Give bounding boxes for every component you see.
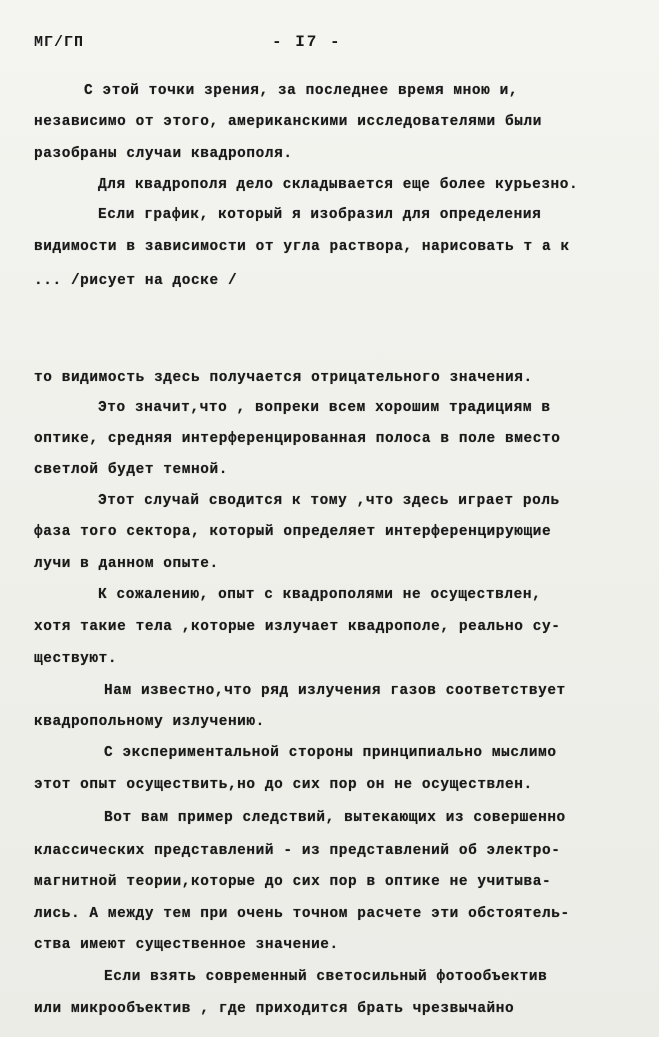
text-line: Этот случай сводится к тому ,что здесь играет роль <box>98 493 560 509</box>
text-line: независимо от этого, американскими исследователями были <box>34 114 542 130</box>
text-line: Это значит,что , вопреки всем хорошим традициям в <box>98 400 551 416</box>
text-line: лись. А между тем при очень точном расчете эти обстоятель- <box>34 906 570 922</box>
text-line: фаза того сектора, который определяет интерференцирующие <box>34 524 552 540</box>
text-line: ства имеют существенное значение. <box>34 937 339 953</box>
text-line: или микрообъектив , где приходится брать чрезвычайно <box>34 1001 515 1017</box>
text-line: Нам известно,что ряд излучения газов соответствует <box>104 683 566 699</box>
text-line: разобраны случаи квадрополя. <box>34 146 293 162</box>
text-line: Для квадрополя дело складывается еще более курьезно. <box>98 177 579 193</box>
text-line: оптике, средняя интерференцированная полоса в поле вместо <box>34 431 561 447</box>
text-line: магнитной теории,которые до сих пор в оптике не учитыва- <box>34 874 552 890</box>
page-number: - I7 - <box>272 33 342 51</box>
text-line: хотя такие тела ,которые излучает квадрополе, реально су- <box>34 619 561 635</box>
text-line: ... /рисует на доске / <box>34 273 238 289</box>
text-line: К сожалению, опыт с квадрополями не осуществлен, <box>98 587 542 603</box>
text-line: Если взять современный светосильный фотообъектив <box>104 969 548 985</box>
text-line: видимости в зависимости от угла раствора, нарисовать т а к <box>34 239 570 255</box>
text-line: лучи в данном опыте. <box>34 556 219 572</box>
text-line: Если график, который я изобразил для определения <box>98 207 542 223</box>
text-line: классических представлений - из представлений об электро- <box>34 843 561 859</box>
text-line: то видимость здесь получается отрицательного значения. <box>34 370 533 386</box>
text-line: С этой точки зрения, за последнее время мною и, <box>84 83 519 99</box>
document-code: МГ/ГП <box>34 34 85 51</box>
text-line: квадропольному излучению. <box>34 714 265 730</box>
text-line: ществуют. <box>34 651 118 667</box>
text-line: светлой будет темной. <box>34 462 228 478</box>
text-line: Вот вам пример следствий, вытекающих из совершенно <box>104 810 566 826</box>
text-line: этот опыт осуществить,но до сих пор он не осуществлен. <box>34 777 533 793</box>
text-line: С экспериментальной стороны принципиально мыслимо <box>104 745 557 761</box>
